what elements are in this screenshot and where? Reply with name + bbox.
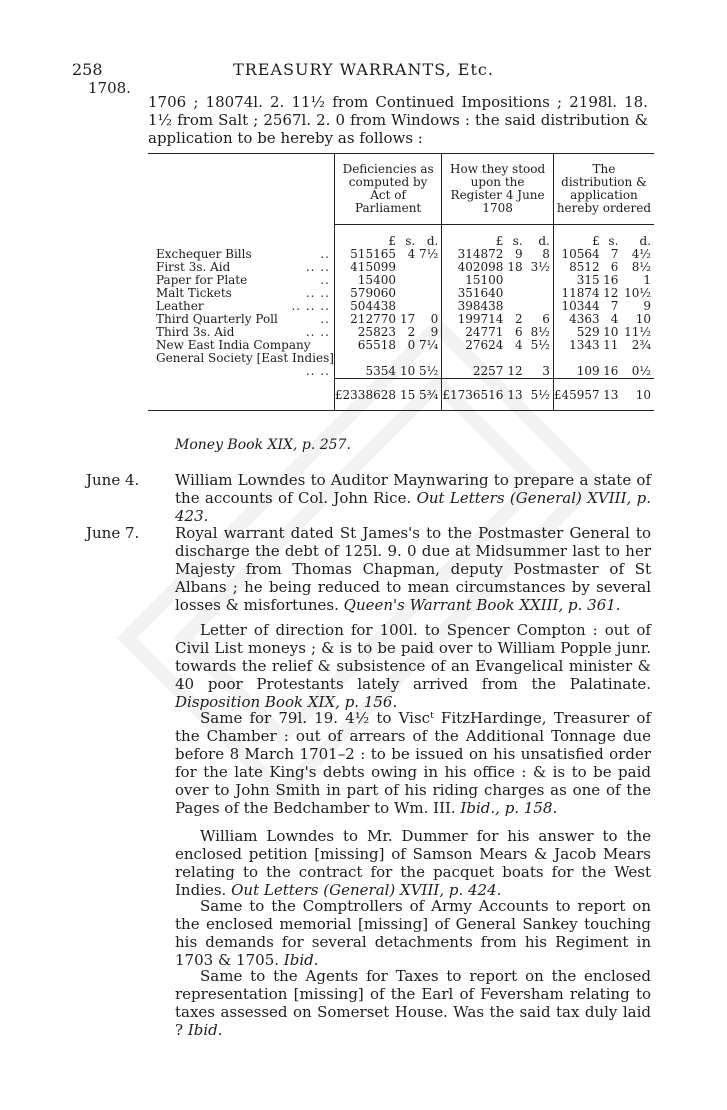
row-label-text: Third Quarterly Poll xyxy=(156,312,278,326)
cell-value: 16 xyxy=(603,273,619,287)
cell-value: 11874 xyxy=(553,287,602,300)
cell-value: 12 xyxy=(507,363,523,378)
cell-value: 9 xyxy=(643,299,651,313)
cell-value: 1 xyxy=(643,273,651,287)
entry-reference: Ibid. xyxy=(187,1021,223,1039)
cell-value: 9 xyxy=(514,247,523,261)
cell-value: 2 xyxy=(407,325,416,339)
cell-value: 15400 xyxy=(334,274,399,287)
cell-value: 6 xyxy=(514,325,523,339)
cell-value: 10 xyxy=(635,312,651,326)
entry-reference: Disposition Book XIX, p. 156. xyxy=(175,693,398,711)
cell-value: 4½ xyxy=(631,247,651,261)
unit-shillings: s. xyxy=(405,234,416,248)
entry-paragraph xyxy=(175,621,651,711)
cell-value xyxy=(526,274,554,287)
leader-dots: .. .. xyxy=(305,260,330,274)
cell-value: 17 xyxy=(399,312,416,326)
entry-text: Letter of direction for 100l. to Spencer Compton : out of Civil List moneys ; & is to be paid over to William Popple junr. towards the relief & subsistence of an Evangelical minister & 40 poor Protestants lately arrived from the Palatinate. xyxy=(175,621,651,693)
cell-value xyxy=(526,287,554,300)
row-label-text: Paper for Plate xyxy=(156,273,248,287)
cell-value: 6 xyxy=(542,312,550,326)
cell-value: 8½ xyxy=(631,260,651,274)
unit-shillings: s. xyxy=(512,234,523,248)
entry-reference: Ibid. xyxy=(283,951,319,969)
column-header-register: How they stood upon the Register 4 June 1708 xyxy=(442,154,554,225)
cell-value: 18 xyxy=(507,260,523,274)
entry-paragraph xyxy=(175,827,651,899)
cell-value xyxy=(506,274,525,287)
units-row xyxy=(148,225,654,249)
unit-pounds: £ xyxy=(442,225,507,249)
cell-value: 402098 xyxy=(442,261,507,274)
cell-value: 4 xyxy=(514,338,523,352)
cell-value: 2 xyxy=(514,312,523,326)
total-value: 5¾ xyxy=(418,378,442,410)
cell-value: 415099 xyxy=(334,261,399,274)
entry-paragraph xyxy=(175,967,651,1039)
cell-value: 24771 xyxy=(442,326,507,339)
entry-paragraph xyxy=(175,524,651,614)
table-row xyxy=(148,352,654,378)
cell-value: 10 xyxy=(399,363,416,378)
cell-value xyxy=(418,274,442,287)
cell-value: 199714 xyxy=(442,313,507,326)
cell-value: 5½ xyxy=(419,363,439,378)
entry-paragraph xyxy=(175,471,651,525)
cell-value: 10564 xyxy=(553,248,602,261)
cell-value: 11½ xyxy=(624,325,651,339)
margin-year: 1708. xyxy=(88,79,131,97)
cell-value: 11 xyxy=(603,338,619,352)
cell-value: 0 xyxy=(407,338,416,352)
cell-value: 10½ xyxy=(624,286,651,300)
entry-reference: Queen's Warrant Book XXIII, p. 361. xyxy=(343,596,621,614)
row-label xyxy=(148,352,334,378)
cell-value: 10 xyxy=(603,325,619,339)
leader-dots: .. xyxy=(320,312,330,326)
running-title: TREASURY WARRANTS, Etc. xyxy=(233,60,494,79)
cell-value: 4363 xyxy=(553,313,602,326)
entry-date: June 4. xyxy=(86,471,140,489)
unit-pence: d. xyxy=(538,234,550,248)
unit-pounds: £ xyxy=(334,225,399,249)
unit-pence: d. xyxy=(639,234,651,248)
cell-value: 8½ xyxy=(530,325,550,339)
cell-value: 7 xyxy=(610,247,619,261)
unit-pounds: £ xyxy=(553,225,602,249)
cell-value: 65518 xyxy=(334,339,399,352)
entry-text: William Lowndes to Auditor Maynwaring to prepare a state of the accounts of Col. John Rice. xyxy=(175,471,651,507)
entry-text: Same for 79l. 19. 4½ to Viscᵗ FitzHardinge, Treasurer of the Chamber : out of arrears of the Additional Tonnage due before 8 March 1701–2 : to be issued on his unsatisfied order for the late King's debts owing in his office : & is to be paid over to John Smith in part of his riding charges as one of the Pages of the Bedchamber to Wm. III. xyxy=(175,709,651,817)
intro-paragraph: 1706 ; 18074l. 2. 11½ from Continued Impositions ; 2198l. 18. 1½ from Salt ; 2567l. 2. 0 from Windows : the said distribution & application to be hereby as follows : xyxy=(148,93,648,147)
cell-value: 8 xyxy=(542,247,550,261)
cell-value: 25823 xyxy=(334,326,399,339)
cell-value xyxy=(399,287,418,300)
entry-reference: Ibid., p. 158. xyxy=(460,799,558,817)
cell-value: 0 xyxy=(430,312,439,326)
cell-value: 0½ xyxy=(631,363,651,378)
cell-value: 109 xyxy=(553,352,602,378)
cell-value: 4 xyxy=(407,247,416,261)
cell-value: 9 xyxy=(430,325,439,339)
cell-value: 504438 xyxy=(334,300,399,313)
unit-pence: d. xyxy=(426,234,439,248)
column-header-distribution: The distribution & application hereby ordered xyxy=(553,154,654,225)
totals-row xyxy=(148,378,654,410)
cell-value: 2¾ xyxy=(631,338,651,352)
entry-text: William Lowndes to Mr. Dummer for his answer to the enclosed petition [missing] of Samson Mears & Jacob Mears relating to the contract for the pacquet boats for the West Indies. xyxy=(175,827,651,899)
cell-value xyxy=(418,261,442,274)
cell-value: 515165 xyxy=(334,248,399,261)
cell-value: 10344 xyxy=(553,300,602,313)
entry-text: Same to the Agents for Taxes to report on the enclosed representation [missing] of the Earl of Feversham relating to taxes assessed on Somerset House. Was the said tax duly laid ? xyxy=(175,967,651,1039)
cell-value: 1343 xyxy=(553,339,602,352)
entry-text: Royal warrant dated St James's to the Postmaster General to discharge the debt of 125l. 9. 0 due at Midsummer last to her Majesty from Thomas Chapman, deputy Postmaster of St Albans ; he being reduced to mean circumstances by several losses & misfortunes. xyxy=(175,524,651,614)
cell-value: 3 xyxy=(542,363,550,378)
cell-value: 5½ xyxy=(530,338,550,352)
leader-dots: .. .. xyxy=(305,364,330,378)
cell-value: 579060 xyxy=(334,287,399,300)
entry-reference: Out Letters (General) XVIII, p. 423. xyxy=(175,489,651,525)
cell-value: 16 xyxy=(603,363,619,378)
row-label-text: Malt Tickets xyxy=(156,286,232,300)
leader-dots: .. .. .. xyxy=(291,299,330,313)
cell-value xyxy=(418,287,442,300)
cell-value xyxy=(399,261,418,274)
cell-value: 5354 xyxy=(334,352,399,378)
cell-value: 2257 xyxy=(442,352,507,378)
row-label-text: Exchequer Bills xyxy=(156,247,252,261)
leader-dots: .. xyxy=(320,247,330,261)
row-label-text: First 3s. Aid xyxy=(156,260,231,274)
total-value: £2338628 xyxy=(334,378,399,410)
row-label-text: New East India Company xyxy=(156,338,311,352)
entry-text: Same to the Comptrollers of Army Accounts to report on the enclosed memorial [missing] of General Sankey touching his demands for several detachments from his Regiment in 1703 & 1705. xyxy=(175,897,651,969)
cell-value: 7½ xyxy=(419,247,439,261)
cell-value: 315 xyxy=(553,274,602,287)
total-value: 10 xyxy=(621,378,654,410)
entry-date: June 7. xyxy=(86,524,140,542)
cell-value: 314872 xyxy=(442,248,507,261)
cell-value: 212770 xyxy=(334,313,399,326)
entry-paragraph xyxy=(175,709,651,817)
row-label-text: Leather xyxy=(156,299,204,313)
cell-value: 4 xyxy=(610,312,619,326)
cell-value: 8512 xyxy=(553,261,602,274)
leader-dots: .. .. xyxy=(305,286,330,300)
cell-value: 12 xyxy=(603,286,619,300)
row-label-text: Third 3s. Aid xyxy=(156,325,235,339)
cell-value: 7 xyxy=(610,299,619,313)
cell-value: 529 xyxy=(553,326,602,339)
cell-value: 7¼ xyxy=(419,338,439,352)
leader-dots: .. .. xyxy=(305,325,330,339)
cell-value xyxy=(506,287,525,300)
cell-value: 6 xyxy=(610,260,619,274)
unit-shillings: s. xyxy=(608,234,619,248)
distribution-table xyxy=(148,153,654,411)
cell-value: 398438 xyxy=(442,300,507,313)
row-label-text: General Society [East Indies] xyxy=(156,351,334,365)
cell-value: 15100 xyxy=(442,274,507,287)
column-header-deficiencies: Deficiencies as computed by Act of Parliament xyxy=(334,154,441,225)
page-number: 258 xyxy=(72,60,103,79)
leader-dots: .. xyxy=(320,273,330,287)
total-value: £45957 xyxy=(553,378,602,410)
cell-value: 27624 xyxy=(442,339,507,352)
total-value: 13 xyxy=(603,378,622,410)
cell-value: 3½ xyxy=(530,260,550,274)
table-header-row xyxy=(148,154,654,225)
total-value: 5½ xyxy=(526,378,554,410)
source-reference: Money Book XIX, p. 257. xyxy=(175,437,351,453)
total-value: 15 xyxy=(399,378,418,410)
total-value: 13 xyxy=(506,378,525,410)
entry-reference: Out Letters (General) XVIII, p. 424. xyxy=(231,881,502,899)
cell-value: 351640 xyxy=(442,287,507,300)
cell-value xyxy=(399,274,418,287)
total-value: £1736516 xyxy=(442,378,507,410)
entry-paragraph xyxy=(175,897,651,969)
